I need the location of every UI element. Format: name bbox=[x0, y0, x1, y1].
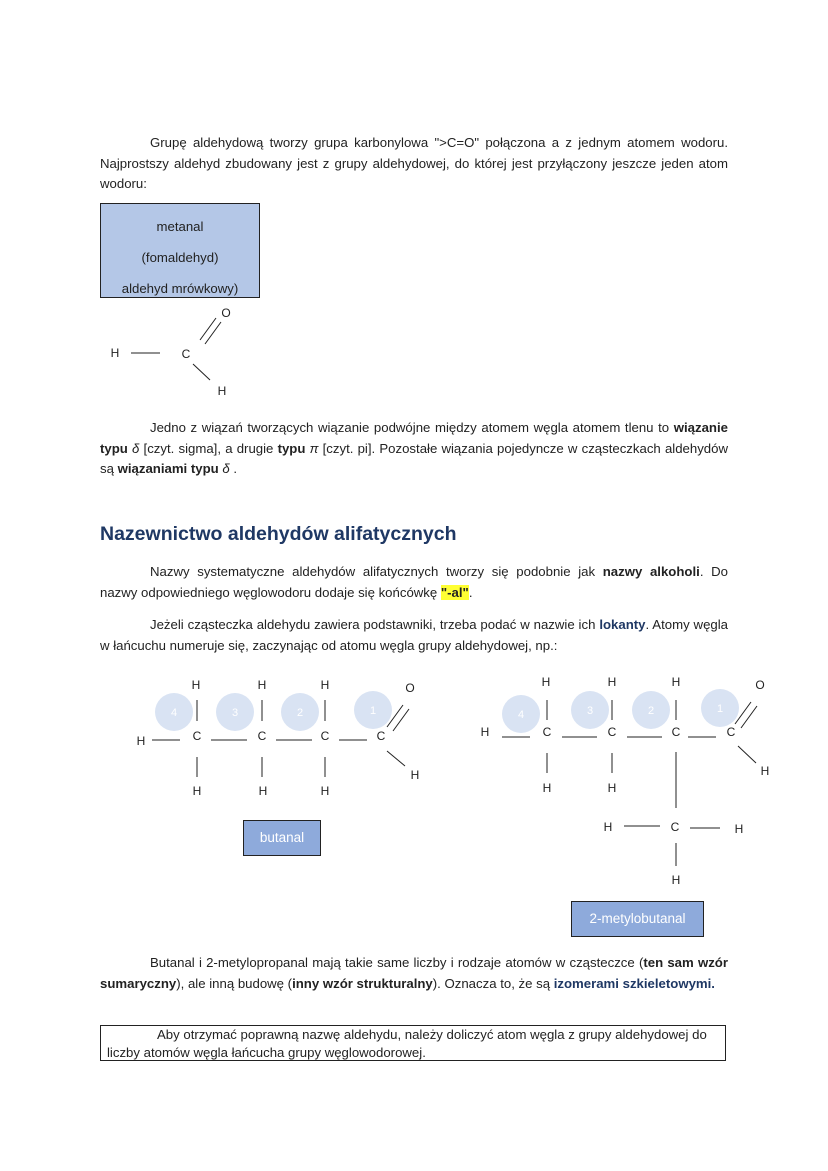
atom-C: C bbox=[670, 820, 680, 834]
text-run: ). Oznacza to, że są bbox=[432, 975, 554, 991]
atom-C: C bbox=[192, 729, 202, 743]
methanal-name: metanal bbox=[156, 219, 204, 234]
bold-run: ten sam wzór sumaryczny bbox=[100, 955, 728, 991]
intro-paragraph: Grupę aldehydową tworzy grupa karbonylowa ">C=O" połączona a z jednym atomem wodoru. Najprostszy aldehyd zbudowany jest z grupy aldehydowej, do której jest przyłączony jeszcze jeden atom wodoru: bbox=[100, 135, 728, 191]
navy-bold-run: lokanty bbox=[599, 617, 646, 632]
text-run: Jeżeli cząsteczka aldehydu zawiera podstawniki, trzeba podać w nazwie ich bbox=[150, 617, 600, 632]
locant-number: 2 bbox=[647, 705, 655, 717]
text-run: [czyt. sigma], a drugie bbox=[139, 440, 278, 456]
text-run: . bbox=[468, 584, 473, 600]
atom-H: H bbox=[136, 734, 146, 748]
note-text: Aby otrzymać poprawną nazwę aldehydu, należy doliczyć atom węgla z grupy aldehydowej do liczby atomów węgla łańcucha grupy węglowodorowej. bbox=[107, 1027, 707, 1060]
atom-C: C bbox=[181, 347, 191, 361]
atom-H: H bbox=[191, 678, 201, 692]
atom-C: C bbox=[607, 725, 617, 739]
atom-O: O bbox=[755, 678, 765, 692]
bold-run: nazwy alkoholi bbox=[602, 564, 700, 579]
atom-O: O bbox=[405, 681, 415, 695]
locant-number: 1 bbox=[369, 705, 377, 717]
atom-H: H bbox=[410, 768, 420, 782]
methylbutanal-formula bbox=[481, 675, 770, 887]
note-box bbox=[100, 1025, 726, 1061]
butanal-formula bbox=[137, 678, 420, 798]
bold-run: wiązaniami typu bbox=[117, 461, 223, 476]
isomers-paragraph bbox=[100, 953, 728, 994]
sigma-symbol: δ bbox=[132, 440, 140, 456]
text-run: Butanal i 2-metylopropanal mają takie same liczby i rodzaje atomów w cząsteczce ( bbox=[150, 955, 644, 970]
atom-C: C bbox=[542, 725, 552, 739]
bold-run: wiązanie typu bbox=[100, 420, 728, 456]
text-run: . Atomy węgla w łańcuchu numeruje się, zaczynając od atomu węgla grupy aldehydowej, np.: bbox=[100, 617, 729, 653]
atom-H: H bbox=[607, 675, 617, 689]
formaldehyde-formula bbox=[131, 318, 221, 380]
atom-H: H bbox=[542, 781, 552, 795]
text-run: Jedno z wiązań tworzących wiązanie podwójne między atomem węgla atomem tlenu to bbox=[150, 420, 674, 435]
atom-C: C bbox=[376, 729, 386, 743]
atom-H: H bbox=[734, 822, 744, 836]
formaldehyde-name: (fomaldehyd) bbox=[141, 250, 219, 265]
atom-H: H bbox=[257, 678, 267, 692]
section-heading: Nazewnictwo aldehydów alifatycznych bbox=[100, 523, 457, 545]
atom-H: H bbox=[607, 781, 617, 795]
text-run: . Do nazwy odpowiedniego węglowodoru dodaje się końcówkę bbox=[100, 564, 728, 600]
text-run: Nazwy systematyczne aldehydów alifatycznych tworzy się podobnie jak bbox=[150, 564, 603, 579]
atom-C: C bbox=[257, 729, 267, 743]
atom-H: H bbox=[671, 873, 681, 887]
formic-aldehyde-name: aldehyd mrówkowy) bbox=[121, 281, 239, 296]
pi-symbol: π bbox=[309, 440, 319, 456]
atom-C: C bbox=[726, 725, 736, 739]
atom-H: H bbox=[671, 675, 681, 689]
sigma-symbol: δ bbox=[222, 461, 230, 476]
bold-run: inny wzór strukturalny bbox=[292, 975, 433, 991]
atom-H: H bbox=[480, 725, 490, 739]
atom-H: H bbox=[603, 820, 613, 834]
text-run: [czyt. pi]. Pozostałe wiązania pojedyncze w cząsteczkach aldehydów są bbox=[100, 440, 728, 476]
navy-bold-run: izomerami szkieletowymi. bbox=[553, 975, 715, 991]
atom-C: C bbox=[671, 725, 681, 739]
atom-H: H bbox=[217, 384, 227, 398]
atom-H: H bbox=[110, 346, 120, 360]
atom-H: H bbox=[320, 784, 330, 798]
locant-number: 3 bbox=[586, 705, 594, 717]
butanal-label: butanal bbox=[243, 820, 321, 856]
locant-number: 2 bbox=[296, 707, 304, 719]
text-run: . bbox=[229, 461, 238, 476]
locant-number: 3 bbox=[231, 707, 239, 719]
atom-H: H bbox=[541, 675, 551, 689]
atom-H: H bbox=[320, 678, 330, 692]
atom-O: O bbox=[221, 306, 231, 320]
atom-H: H bbox=[760, 764, 770, 778]
locant-number: 4 bbox=[517, 709, 525, 721]
highlighted-suffix: "-al" bbox=[440, 584, 469, 600]
atom-C: C bbox=[320, 729, 330, 743]
text-run: ), ale inną budowę ( bbox=[176, 975, 293, 991]
atom-H: H bbox=[192, 784, 202, 798]
locant-number: 1 bbox=[716, 703, 724, 715]
methylbutanal-label: 2-metylobutanal bbox=[571, 901, 704, 937]
locant-number: 4 bbox=[170, 707, 178, 719]
atom-H: H bbox=[258, 784, 268, 798]
bold-run: typu bbox=[277, 440, 310, 456]
